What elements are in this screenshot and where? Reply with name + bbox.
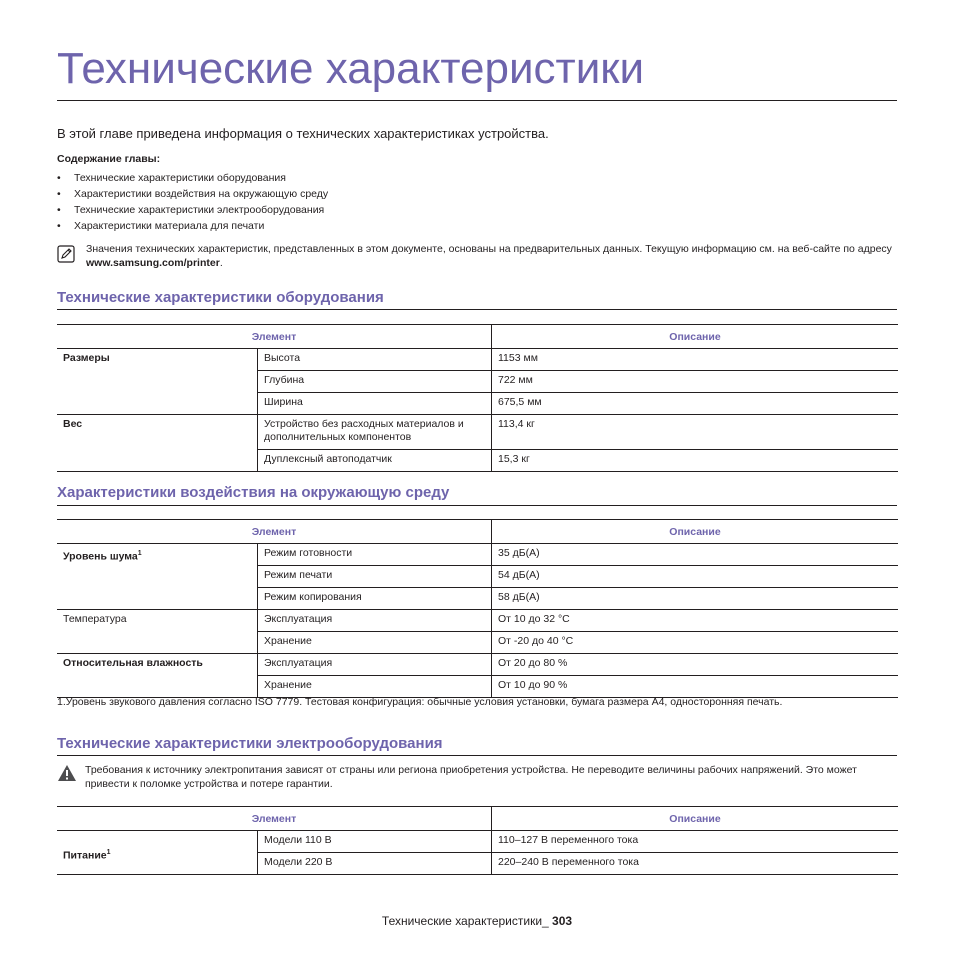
row-group-label: Вес bbox=[57, 415, 258, 472]
row-item: Дуплексный автоподатчик bbox=[258, 450, 492, 472]
footer-label: Технические характеристики_ bbox=[381, 914, 549, 928]
row-group-label: Относительная влажность bbox=[57, 654, 258, 698]
row-item: Эксплуатация bbox=[258, 610, 492, 632]
col-header-description: Описание bbox=[492, 807, 899, 831]
row-value: От 10 до 32 °C bbox=[492, 610, 899, 632]
hardware-table bbox=[57, 324, 898, 472]
row-item: Модели 110 В bbox=[258, 831, 492, 853]
title-divider bbox=[57, 100, 897, 101]
row-item: Хранение bbox=[258, 632, 492, 654]
row-value: 54 дБ(А) bbox=[492, 566, 899, 588]
row-item: Ширина bbox=[258, 393, 492, 415]
page-title: Технические характеристики bbox=[57, 44, 645, 93]
row-group-label: Уровень шума$^1$ bbox=[57, 544, 258, 610]
col-header-element: Элемент bbox=[57, 325, 492, 349]
row-value: 110–127 В переменного тока bbox=[492, 831, 899, 853]
row-value: 722 мм bbox=[492, 371, 899, 393]
row-value: 35 дБ(А) bbox=[492, 544, 899, 566]
section-title-electrical: Технические характеристики электрооборудования bbox=[57, 735, 443, 752]
row-item: Режим готовности bbox=[258, 544, 492, 566]
row-item: Режим печати bbox=[258, 566, 492, 588]
section-divider bbox=[57, 755, 897, 756]
row-value: 113,4 кг bbox=[492, 415, 899, 450]
section-title-environment: Характеристики воздействия на окружающую среду bbox=[57, 484, 450, 501]
toc-heading: Содержание главы: bbox=[57, 153, 161, 165]
samsung-link[interactable]: www.samsung.com/printer bbox=[86, 257, 220, 269]
table-row bbox=[57, 349, 898, 371]
row-value: 1153 мм bbox=[492, 349, 899, 371]
page-number: 303 bbox=[552, 914, 573, 928]
row-value: 220–240 В переменного тока bbox=[492, 853, 899, 875]
row-value: 58 дБ(А) bbox=[492, 588, 899, 610]
toc-item[interactable]: • Характеристики воздействия на окружающую среду bbox=[57, 186, 328, 202]
row-group-label: Температура bbox=[57, 610, 258, 654]
section-divider bbox=[57, 309, 897, 310]
electrical-table bbox=[57, 806, 898, 875]
row-value: От 20 до 80 % bbox=[492, 654, 899, 676]
col-header-description: Описание bbox=[492, 325, 899, 349]
footnote-marker: 1 bbox=[137, 550, 142, 557]
table-row bbox=[57, 544, 898, 566]
table-header-row bbox=[57, 807, 898, 831]
table-row bbox=[57, 610, 898, 632]
note-text: Значения технических характеристик, представленных в этом документе, основаны на предварительных данных. Текущую информацию см. на веб-сайте по адресу www.samsung.com/printer. bbox=[86, 243, 892, 269]
warning-triangle-icon bbox=[57, 764, 77, 782]
footnote-marker: 1 bbox=[106, 848, 111, 856]
row-item: Устройство без расходных материалов и дополнительных компонентов bbox=[258, 415, 492, 450]
col-header-element: Элемент bbox=[57, 807, 492, 831]
row-value: 15,3 кг bbox=[492, 450, 899, 472]
environment-table bbox=[57, 519, 898, 698]
row-group-label: Питание$^1$ bbox=[57, 831, 258, 875]
intro-text: В этой главе приведена информация о технических характеристиках устройства. bbox=[57, 126, 549, 141]
row-item: Эксплуатация bbox=[258, 654, 492, 676]
section-title-hardware: Технические характеристики оборудования bbox=[57, 289, 384, 306]
table-header-row bbox=[57, 325, 898, 349]
row-group-label: Размеры bbox=[57, 349, 258, 415]
footnote: 1.Уровень звукового давления согласно ISO 7779. Тестовая конфигурация: обычные условия установки, бумага размера A4, односторонняя печать. bbox=[57, 696, 783, 708]
row-value: От -20 до 40 °C bbox=[492, 632, 899, 654]
col-header-description: Описание bbox=[492, 520, 899, 544]
warning-text: Требования к источнику электропитания зависят от страны или региона приобретения устройства. Не переводите величины рабочих напряжений. Это может привести к поломке устройства и потере гарантии. bbox=[85, 764, 857, 790]
row-item: Высота bbox=[258, 349, 492, 371]
row-value: От 10 до 90 % bbox=[492, 676, 899, 698]
table-header-row bbox=[57, 520, 898, 544]
toc-list bbox=[57, 170, 328, 234]
row-item: Модели 220 В bbox=[258, 853, 492, 875]
section-divider bbox=[57, 505, 897, 506]
row-item: Глубина bbox=[258, 371, 492, 393]
row-value: 675,5 мм bbox=[492, 393, 899, 415]
toc-item[interactable]: • Технические характеристики электрооборудования bbox=[57, 202, 328, 218]
note-pencil-icon bbox=[57, 245, 75, 263]
toc-item[interactable]: • Характеристики материала для печати bbox=[57, 218, 328, 234]
row-item: Хранение bbox=[258, 676, 492, 698]
table-row bbox=[57, 831, 898, 853]
toc-item[interactable]: • Технические характеристики оборудования bbox=[57, 170, 328, 186]
page-footer bbox=[0, 914, 954, 928]
row-item: Режим копирования bbox=[258, 588, 492, 610]
table-row bbox=[57, 415, 898, 450]
table-row bbox=[57, 654, 898, 676]
col-header-element: Элемент bbox=[57, 520, 492, 544]
